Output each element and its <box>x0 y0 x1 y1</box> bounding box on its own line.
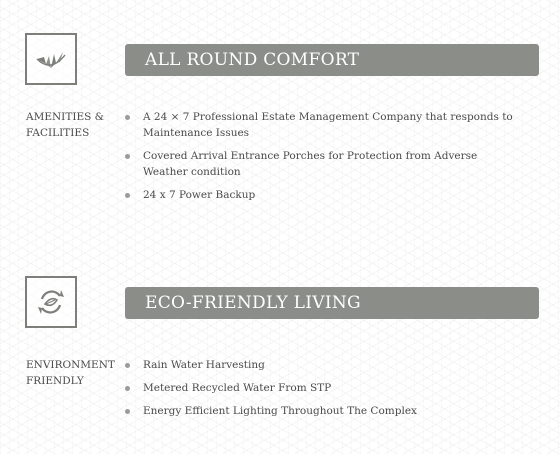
leaf-arc-icon <box>34 46 68 72</box>
category-label-line: FRIENDLY <box>26 375 84 387</box>
category-label <box>26 109 121 141</box>
category-label-line: FACILITIES <box>26 127 90 139</box>
section-heading-banner: ALL ROUND COMFORT <box>125 44 539 76</box>
list-item: Metered Recycled Water From STP <box>124 380 524 396</box>
recycle-leaves-icon <box>34 285 68 319</box>
list-item: Covered Arrival Entrance Porches for Protection from Adverse Weather condition <box>124 148 524 180</box>
section-heading-banner: ECO-FRIENDLY LIVING <box>125 287 539 319</box>
comfort-icon-box <box>25 33 77 85</box>
feature-list <box>124 357 524 426</box>
feature-list <box>124 109 524 210</box>
category-label <box>26 357 121 389</box>
list-item: Energy Efficient Lighting Throughout The Complex <box>124 403 524 419</box>
list-item: 24 x 7 Power Backup <box>124 187 524 203</box>
eco-icon-box <box>25 276 77 328</box>
category-label-line: ENVIRONMENT <box>26 359 115 371</box>
list-item: A 24 × 7 Professional Estate Management Company that responds to Maintenance Issues <box>124 109 524 141</box>
list-item: Rain Water Harvesting <box>124 357 524 373</box>
category-label-line: AMENITIES & <box>26 111 105 123</box>
